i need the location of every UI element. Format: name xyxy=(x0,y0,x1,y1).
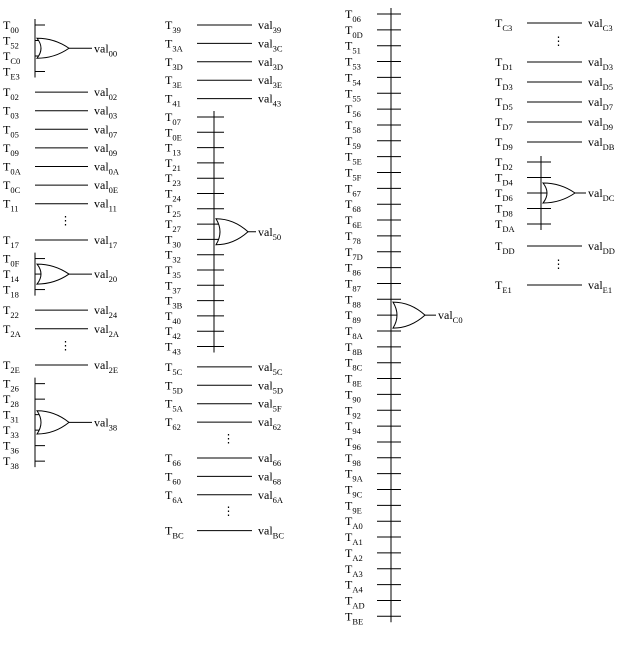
input-label: $T_{6A}$ xyxy=(165,487,183,505)
input-label: $T_{96}$ xyxy=(345,434,361,452)
input-label: $T_{3D}$ xyxy=(165,54,183,72)
input-label: $T_{00}$ xyxy=(3,18,19,35)
input-label: $T_{E3}$ xyxy=(3,64,20,82)
input-label: $T_{32}$ xyxy=(165,247,181,265)
input-label: $T_{25}$ xyxy=(165,201,181,219)
input-label: $T_{05}$ xyxy=(3,122,19,140)
input-label: $T_{54}$ xyxy=(345,70,361,88)
input-label: $T_{D6}$ xyxy=(495,186,513,203)
output-label: val$_{66}$ xyxy=(258,450,282,468)
input-label: $T_{87}$ xyxy=(345,276,361,294)
input-label: $T_{18}$ xyxy=(3,282,19,300)
input-label: $T_{3A}$ xyxy=(165,36,183,54)
input-label: $T_{9C}$ xyxy=(345,482,363,500)
input-label: $T_{8C}$ xyxy=(345,355,363,373)
output-label: val$_{DB}$ xyxy=(588,135,615,152)
input-label: $T_{2A}$ xyxy=(3,321,21,339)
output-label: val$_{68}$ xyxy=(258,469,282,487)
output-label: val$_{E1}$ xyxy=(588,278,613,295)
output-label: val$_{0E}$ xyxy=(94,178,119,196)
input-label: $T_{13}$ xyxy=(165,140,181,158)
ellipsis-mark: ⋮ xyxy=(222,431,235,446)
input-label: $T_{28}$ xyxy=(3,392,19,410)
input-label: $T_{02}$ xyxy=(3,85,19,103)
input-label: $T_{41}$ xyxy=(165,91,181,109)
or-gate xyxy=(393,302,425,328)
input-label: $T_{BC}$ xyxy=(165,523,184,541)
input-label: $T_{42}$ xyxy=(165,324,181,342)
input-label: $T_{51}$ xyxy=(345,38,361,56)
input-label: $T_{60}$ xyxy=(165,469,181,487)
output-label: val$_{17}$ xyxy=(94,232,118,250)
input-label: $T_{2E}$ xyxy=(3,358,20,376)
ellipsis-mark: ⋮ xyxy=(59,213,72,228)
output-label: val$_{2E}$ xyxy=(94,358,119,376)
input-label: $T_{23}$ xyxy=(165,171,181,189)
output-label: val$_{11}$ xyxy=(94,196,117,214)
input-label: $T_{24}$ xyxy=(165,186,181,204)
input-label: $T_{0C}$ xyxy=(3,178,21,196)
input-label: $T_{94}$ xyxy=(345,419,361,437)
input-label: $T_{DA}$ xyxy=(495,217,515,234)
output-label: val$_{DD}$ xyxy=(588,239,615,256)
input-label: $T_{59}$ xyxy=(345,133,361,151)
output-label: val$_{03}$ xyxy=(94,103,118,121)
input-label: $T_{26}$ xyxy=(3,376,19,394)
input-label: $T_{86}$ xyxy=(345,260,361,278)
input-label: $T_{27}$ xyxy=(165,217,181,235)
output-label: val$_{09}$ xyxy=(94,140,118,158)
input-label: $T_{33}$ xyxy=(3,423,19,441)
input-label: $T_{0D}$ xyxy=(345,22,363,40)
input-label: $T_{5D}$ xyxy=(165,378,183,396)
output-label: val$_{00}$ xyxy=(94,41,118,59)
input-label: $T_{90}$ xyxy=(345,387,361,405)
ellipsis-mark: ⋮ xyxy=(222,504,235,519)
input-label: $T_{D4}$ xyxy=(495,170,513,188)
input-label: $T_{66}$ xyxy=(165,450,181,468)
output-label: val$_{DC}$ xyxy=(588,186,615,203)
input-label: $T_{7D}$ xyxy=(345,244,363,262)
ellipsis-mark: ⋮ xyxy=(59,338,72,353)
output-label: val$_{3D}$ xyxy=(258,54,284,72)
output-label: val$_{5F}$ xyxy=(258,396,282,414)
input-label: $T_{40}$ xyxy=(165,308,181,326)
output-label: val$_{5D}$ xyxy=(258,378,284,396)
input-label: $T_{A3}$ xyxy=(345,561,363,579)
input-label: $T_{D1}$ xyxy=(495,55,513,72)
input-label: $T_{5E}$ xyxy=(345,149,362,167)
or-gate xyxy=(37,38,69,58)
input-label: $T_{0E}$ xyxy=(165,125,182,143)
input-label: $T_{BE}$ xyxy=(345,609,364,627)
input-label: $T_{6E}$ xyxy=(345,213,362,231)
input-label: $T_{D7}$ xyxy=(495,115,513,132)
ellipsis-mark: ⋮ xyxy=(552,257,565,271)
input-label: $T_{A2}$ xyxy=(345,545,363,563)
input-label: $T_{AD}$ xyxy=(345,593,365,611)
input-label: $T_{03}$ xyxy=(3,103,19,121)
input-label: $T_{A0}$ xyxy=(345,514,363,532)
output-label: val$_{D7}$ xyxy=(588,95,614,112)
output-label: val$_{C3}$ xyxy=(588,16,613,33)
input-label: $T_{D8}$ xyxy=(495,201,513,219)
input-label: $T_{36}$ xyxy=(3,438,19,456)
output-label: val$_{3C}$ xyxy=(258,36,283,54)
output-label: val$_{5C}$ xyxy=(258,359,283,377)
input-label: $T_{0A}$ xyxy=(3,159,21,177)
input-label: $T_{67}$ xyxy=(345,181,361,199)
input-label: $T_{0F}$ xyxy=(3,251,20,269)
output-label: val$_{2A}$ xyxy=(94,321,120,339)
input-label: $T_{9E}$ xyxy=(345,498,362,516)
or-gate xyxy=(37,411,69,434)
input-label: $T_{D9}$ xyxy=(495,135,513,152)
input-label: $T_{14}$ xyxy=(3,267,19,285)
output-label: val$_{6A}$ xyxy=(258,487,284,505)
input-label: $T_{D2}$ xyxy=(495,155,513,172)
input-label: $T_{92}$ xyxy=(345,403,361,421)
input-label: $T_{22}$ xyxy=(3,303,19,321)
output-label: val$_{02}$ xyxy=(94,85,118,103)
input-label: $T_{8B}$ xyxy=(345,339,363,357)
output-label: val$_{D5}$ xyxy=(588,75,614,92)
input-label: $T_{30}$ xyxy=(165,232,181,250)
input-label: $T_{17}$ xyxy=(3,232,19,250)
input-label: $T_{37}$ xyxy=(165,278,181,296)
input-label: $T_{11}$ xyxy=(3,196,19,214)
input-label: $T_{9A}$ xyxy=(345,466,363,484)
input-label: $T_{A1}$ xyxy=(345,530,363,548)
or-gate xyxy=(543,183,575,203)
or-gate xyxy=(37,264,69,284)
ellipsis-mark: ⋮ xyxy=(552,34,565,48)
output-label: val$_{38}$ xyxy=(94,415,118,433)
output-label: val$_{C0}$ xyxy=(438,308,463,326)
input-label: $T_{43}$ xyxy=(165,339,181,357)
input-label: $T_{07}$ xyxy=(165,110,181,127)
input-label: $T_{68}$ xyxy=(345,197,361,215)
input-label: $T_{62}$ xyxy=(165,415,181,433)
input-label: $T_{52}$ xyxy=(3,33,19,51)
output-label: val$_{62}$ xyxy=(258,415,282,433)
input-label: $T_{8E}$ xyxy=(345,371,362,389)
input-label: $T_{3E}$ xyxy=(165,73,182,91)
input-label: $T_{53}$ xyxy=(345,54,361,72)
input-label: $T_{DD}$ xyxy=(495,239,515,256)
input-label: $T_{5A}$ xyxy=(165,396,183,414)
input-label: $T_{5F}$ xyxy=(345,165,362,183)
output-label: val$_{39}$ xyxy=(258,18,282,35)
input-label: $T_{D5}$ xyxy=(495,95,513,112)
input-label: $T_{A4}$ xyxy=(345,577,363,595)
input-label: $T_{09}$ xyxy=(3,140,19,158)
input-label: $T_{58}$ xyxy=(345,117,361,135)
output-label: val$_{BC}$ xyxy=(258,523,285,541)
output-label: val$_{3E}$ xyxy=(258,73,283,91)
input-label: $T_{E1}$ xyxy=(495,278,512,295)
input-label: $T_{98}$ xyxy=(345,450,361,468)
input-label: $T_{8A}$ xyxy=(345,324,363,341)
input-label: $T_{38}$ xyxy=(3,454,19,472)
input-label: $T_{39}$ xyxy=(165,18,181,35)
output-label: val$_{43}$ xyxy=(258,91,282,109)
input-label: $T_{21}$ xyxy=(165,155,181,173)
input-label: $T_{3B}$ xyxy=(165,293,183,311)
output-label: val$_{D9}$ xyxy=(588,115,614,132)
output-label: val$_{D3}$ xyxy=(588,55,614,72)
input-label: $T_{78}$ xyxy=(345,228,361,246)
input-label: $T_{D3}$ xyxy=(495,75,513,92)
output-label: val$_{0A}$ xyxy=(94,159,120,177)
input-label: $T_{35}$ xyxy=(165,263,181,280)
input-label: $T_{55}$ xyxy=(345,86,361,104)
output-label: val$_{24}$ xyxy=(94,303,118,321)
input-label: $T_{06}$ xyxy=(345,7,361,24)
or-gate xyxy=(216,219,248,245)
input-label: $T_{5C}$ xyxy=(165,359,183,377)
output-label: val$_{20}$ xyxy=(94,267,118,285)
input-label: $T_{31}$ xyxy=(3,407,19,425)
input-label: $T_{89}$ xyxy=(345,308,361,326)
input-label: $T_{C0}$ xyxy=(3,49,21,66)
input-label: $T_{88}$ xyxy=(345,292,361,310)
input-label: $T_{56}$ xyxy=(345,102,361,120)
input-label: $T_{C3}$ xyxy=(495,16,513,33)
output-label: val$_{07}$ xyxy=(94,122,118,140)
output-label: val$_{50}$ xyxy=(258,224,282,242)
